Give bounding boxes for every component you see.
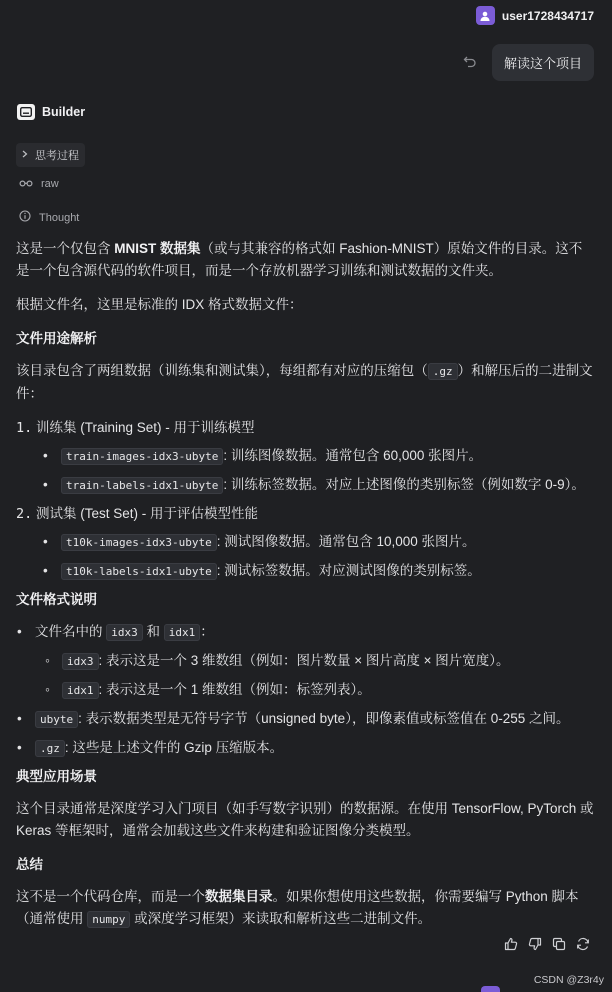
list-item	[42, 531, 594, 554]
message-actions	[503, 936, 590, 951]
usage-paragraph	[16, 360, 594, 405]
assistant-header	[17, 104, 85, 120]
next-user-avatar	[481, 986, 500, 992]
idx3-code: idx3	[106, 624, 143, 641]
usage-text-pre: 该目录包含了两组数据（训练集和测试集），每组都有对应的压缩包（	[16, 363, 428, 378]
list-item	[43, 650, 594, 673]
regenerate-icon[interactable]	[575, 936, 590, 951]
intro-paragraph	[16, 238, 594, 282]
file-desc: : 测试标签数据。对应测试图像的类别标签。	[216, 563, 481, 578]
list-item	[42, 474, 594, 497]
copy-icon[interactable]	[551, 936, 566, 951]
thinking-toggle[interactable]	[16, 143, 85, 167]
format-heading: 文件格式说明	[16, 592, 97, 607]
format-list	[16, 621, 594, 760]
user-icon	[479, 10, 491, 22]
list-item	[43, 679, 594, 702]
user-message-row	[462, 44, 594, 81]
thumbs-up-icon[interactable]	[503, 936, 518, 951]
fmt-desc: : 表示数据类型是无符号字节（unsigned byte），即像素值或标签值在 0-255 之间。	[78, 711, 570, 726]
info-icon	[19, 210, 31, 225]
file-desc: : 训练图像数据。通常包含 60,000 张图片。	[223, 448, 483, 463]
list-item	[42, 445, 594, 468]
summary-paragraph	[16, 886, 594, 931]
list-item	[16, 708, 594, 731]
ubyte-code: ubyte	[35, 711, 78, 728]
user-message: 解读这个项目	[492, 44, 594, 81]
dataset-list	[16, 417, 594, 583]
gz-code: .gz	[35, 740, 65, 757]
list-item	[16, 737, 594, 760]
usage-text-post: ）和解压后的二进制文件：	[16, 363, 593, 401]
summary-bold: 数据集目录	[205, 889, 273, 904]
fmt-text: ：	[200, 624, 214, 639]
file-code: t10k-images-idx3-ubyte	[61, 534, 217, 551]
file-desc: : 训练标签数据。对应上述图像的类别标签（例如数字 0-9）。	[223, 477, 585, 492]
test-set-title: 测试集 (Test Set) - 用于评估模型性能	[36, 506, 259, 521]
intro-text-post: （或与其兼容的格式如 Fashion-MNIST）原始文件的目录。这不是一个包含源代码的软件项目，而是一个存放机器学习训练和测试数据的文件夹。	[16, 241, 583, 278]
fmt-desc: : 表示这是一个 3 维数组（例如：图片数量 × 图片高度 × 图片宽度）。	[98, 653, 510, 668]
idx1-code: idx1	[62, 682, 99, 699]
builder-logo-icon	[17, 104, 35, 120]
file-code: t10k-labels-idx1-ubyte	[61, 563, 217, 580]
fmt-desc: : 表示这是一个 1 维数组（例如：标签列表）。	[98, 682, 371, 697]
numpy-code: numpy	[87, 911, 130, 928]
summary-heading: 总结	[16, 857, 43, 872]
usage-heading: 文件用途解析	[16, 331, 97, 346]
list-number: 1.	[16, 420, 33, 436]
training-set-title: 训练集 (Training Set) - 用于训练模型	[36, 420, 255, 435]
file-code: train-images-idx3-ubyte	[61, 448, 223, 465]
chevron-right-icon	[22, 149, 28, 161]
fmt-desc: : 这些是上述文件的 Gzip 压缩版本。	[64, 740, 284, 755]
raw-row[interactable]	[19, 178, 59, 190]
watermark: CSDN @Z3r4y	[533, 974, 604, 986]
assistant-name: Builder	[42, 105, 86, 119]
thinking-label: 思考过程	[35, 150, 79, 162]
glasses-icon	[19, 178, 33, 190]
file-desc: : 测试图像数据。通常包含 10,000 张图片。	[216, 534, 476, 549]
test-set-item	[16, 503, 594, 583]
idx1-code: idx1	[164, 624, 201, 641]
idx3-code: idx3	[62, 653, 99, 670]
thought-row[interactable]	[19, 210, 79, 225]
training-set-item	[16, 417, 594, 497]
intro-text-pre: 这是一个仅包含	[16, 241, 115, 256]
intro-bold: MNIST 数据集	[114, 241, 201, 256]
user-avatar[interactable]	[476, 6, 495, 25]
idx-paragraph: 根据文件名，这里是标准的 IDX 格式数据文件：	[16, 297, 303, 312]
list-item	[42, 560, 594, 583]
summary-text: 或深度学习框架）来读取和解析这些二进制文件。	[130, 911, 432, 926]
apps-heading: 典型应用场景	[16, 769, 97, 784]
user-header	[476, 6, 594, 25]
summary-text: 这不是一个代码仓库，而是一个	[16, 889, 205, 904]
list-number: 2.	[16, 506, 33, 522]
fmt-text: 和	[142, 624, 164, 639]
list-item	[16, 621, 594, 702]
gz-code: .gz	[428, 363, 458, 380]
undo-icon[interactable]	[462, 54, 478, 72]
raw-label: raw	[41, 178, 59, 190]
fmt-text: 文件名中的	[35, 624, 107, 639]
assistant-response	[16, 238, 594, 943]
username: user1728434717	[501, 8, 594, 23]
thumbs-down-icon[interactable]	[527, 936, 542, 951]
thought-label: Thought	[39, 211, 80, 224]
summary-text: 。如果你想使用这些数据，你需要编写 Python 脚本（通常使用	[16, 889, 579, 926]
file-code: train-labels-idx1-ubyte	[61, 477, 223, 494]
apps-paragraph: 这个目录通常是深度学习入门项目（如手写数字识别）的数据源。在使用 TensorFlow, PyTorch 或 Keras 等框架时，通常会加载这些文件来构建和验证图像分类模型。	[16, 801, 594, 838]
